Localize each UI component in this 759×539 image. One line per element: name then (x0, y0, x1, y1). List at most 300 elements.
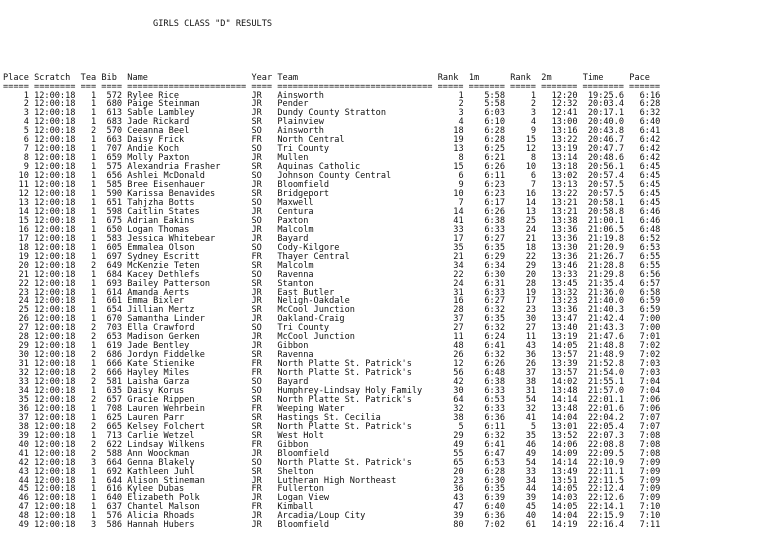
cell: 2 (80, 332, 97, 343)
cell: 7:09 (629, 493, 661, 504)
cell: 8 (3, 153, 29, 164)
cell: 1 (80, 412, 97, 423)
cell: 20:57.5 (582, 189, 625, 200)
cell: 65 (437, 457, 464, 468)
cell: 653 (101, 332, 123, 343)
cell: 649 (101, 260, 123, 271)
cell: Carlie Wetzel (127, 430, 247, 441)
cell: 13:22 (541, 135, 578, 146)
cell: 6:35 (468, 484, 506, 495)
cell: Emmalea Olson (127, 242, 247, 253)
cell: 15 (437, 162, 464, 173)
cell: 21 (510, 233, 537, 244)
cell: 40 (3, 439, 29, 450)
cell: 1 (80, 341, 97, 352)
cell: 6:28 (629, 99, 661, 110)
cell: 3 (80, 520, 97, 531)
cell: 22:07.3 (582, 430, 625, 441)
cell: 14:04 (541, 511, 578, 522)
cell: 48 (3, 511, 29, 522)
cell: 12:00:18 (34, 332, 76, 343)
cell: 35 (3, 394, 29, 405)
cell: 39 (437, 511, 464, 522)
cell: 13:30 (541, 242, 578, 253)
cell: 670 (101, 314, 123, 325)
cell: 12:41 (541, 108, 578, 119)
cell: JR (251, 341, 273, 352)
cell: 13:51 (541, 475, 578, 486)
cell: 1 (80, 305, 97, 316)
cell: 6:45 (629, 189, 661, 200)
cell: 6:42 (629, 135, 661, 146)
cell: 7:03 (629, 359, 661, 370)
cell: 6:27 (468, 233, 506, 244)
cell: 7:02 (629, 350, 661, 361)
cell: 21:47.6 (582, 332, 625, 343)
cell: 32 (3, 368, 29, 379)
cell: 1 (3, 90, 29, 101)
cell: 1 (80, 99, 97, 110)
cell: 21:48.8 (582, 341, 625, 352)
cell: 12:00:18 (34, 421, 76, 432)
cell: Logan Thomas (127, 224, 247, 235)
cell: 12:00:18 (34, 502, 76, 513)
cell: 12:00:18 (34, 171, 76, 182)
cell: Adrian Eakins (127, 215, 247, 226)
cell: 6:31 (468, 278, 506, 289)
cell: North Central (277, 135, 433, 146)
cell: 6:24 (468, 332, 506, 343)
cell: 12:00:18 (34, 287, 76, 298)
cell: 640 (101, 493, 123, 504)
cell: 2 (80, 126, 97, 137)
cell: 45 (3, 484, 29, 495)
cell: SR (251, 278, 273, 289)
cell: 13:19 (541, 144, 578, 155)
cell: Thayer Central (277, 251, 433, 262)
cell: 1 (80, 215, 97, 226)
cell: 6:28 (468, 126, 506, 137)
cell: 36 (3, 403, 29, 414)
cell: 6:41 (468, 341, 506, 352)
cell: FR (251, 403, 273, 414)
cell: 55 (437, 448, 464, 459)
cell: 7 (510, 180, 537, 191)
cell: 635 (101, 385, 123, 396)
cell: 20:58.8 (582, 206, 625, 217)
cell: 16 (437, 296, 464, 307)
cell: 1 (80, 171, 97, 182)
cell: 625 (101, 412, 123, 423)
cell: 1 (80, 385, 97, 396)
cell: 17 (3, 233, 29, 244)
cell: North Platte St. Patrick's (277, 394, 433, 405)
cell: JR (251, 153, 273, 164)
results-title: GIRLS CLASS "D" RESULTS (153, 18, 273, 29)
cell: 12:32 (541, 99, 578, 110)
cell: 6:36 (468, 412, 506, 423)
cell: 13:36 (541, 224, 578, 235)
cell: 2 (80, 323, 97, 334)
cell: 18 (3, 242, 29, 253)
column-header: Tea (80, 72, 97, 83)
cell: Hastings St. Cecilia (277, 412, 433, 423)
cell: SR (251, 305, 273, 316)
cell: 23 (510, 305, 537, 316)
cell: 22:09.5 (582, 448, 625, 459)
cell: Caitlin States (127, 206, 247, 217)
cell: 6:32 (468, 430, 506, 441)
cell: 20:57.5 (582, 180, 625, 191)
cell: Hayley Miles (127, 368, 247, 379)
cell: Lindsay Wilkens (127, 439, 247, 450)
cell: Mullen (277, 153, 433, 164)
cell: 34 (3, 385, 29, 396)
cell: 1 (80, 90, 97, 101)
cell: 614 (101, 287, 123, 298)
cell: 47 (3, 502, 29, 513)
cell: JR (251, 287, 273, 298)
cell: 13:00 (541, 117, 578, 128)
cell: 22:12.4 (582, 484, 625, 495)
cell: JR (251, 296, 273, 307)
cell: 588 (101, 448, 123, 459)
cell: 7:10 (629, 502, 661, 513)
cell: 13:46 (541, 260, 578, 271)
cell: 54 (510, 457, 537, 468)
cell: 41 (3, 448, 29, 459)
cell: JR (251, 180, 273, 191)
cell: 6:39 (468, 493, 506, 504)
cell: 1 (80, 502, 97, 513)
cell: 7:06 (629, 394, 661, 405)
cell: 6:40 (468, 502, 506, 513)
cell: North Platte St. Patrick's (277, 457, 433, 468)
cell: Malcolm (277, 224, 433, 235)
cell: 13:57 (541, 368, 578, 379)
cell: 6 (510, 171, 537, 182)
cell: 2 (3, 99, 29, 110)
cell: 6:30 (468, 475, 506, 486)
cell: 12:00:18 (34, 305, 76, 316)
cell: North Platte St. Patrick's (277, 421, 433, 432)
cell: McKenzie Teten (127, 260, 247, 271)
cell: 12:00:18 (34, 475, 76, 486)
cell: 19 (437, 135, 464, 146)
cell: Bayard (277, 377, 433, 388)
cell: 1 (80, 466, 97, 477)
cell: 6:26 (468, 206, 506, 217)
cell: Kelsey Folchert (127, 421, 247, 432)
cell: 7:09 (629, 457, 661, 468)
cell: 2 (80, 439, 97, 450)
cell: Sable Lambley (127, 108, 247, 119)
cell: 13:38 (541, 215, 578, 226)
cell: SO (251, 126, 273, 137)
cell: 12:00:18 (34, 90, 76, 101)
cell: 1 (80, 233, 97, 244)
cell: Bree Eisenhauer (127, 180, 247, 191)
cell: 13 (510, 206, 537, 217)
cell: 1 (80, 296, 97, 307)
cell: Amanda Aerts (127, 287, 247, 298)
cell: 680 (101, 99, 123, 110)
cell: 27 (510, 323, 537, 334)
cell: 22:15.9 (582, 511, 625, 522)
cell: 13:32 (541, 287, 578, 298)
cell: 12:00:18 (34, 350, 76, 361)
cell: 13:23 (541, 296, 578, 307)
cell: 14:05 (541, 341, 578, 352)
cell: 1 (80, 251, 97, 262)
cell: Lutheran High Northeast (277, 475, 433, 486)
results-title-line (3, 20, 660, 29)
cell: Lauren Wehrbein (127, 403, 247, 414)
cell: 39 (510, 493, 537, 504)
cell: 12:00:18 (34, 484, 76, 495)
cell: 21:35.4 (582, 278, 625, 289)
cell: 24 (437, 278, 464, 289)
cell: Logan View (277, 493, 433, 504)
cell: Genna Blakely (127, 457, 247, 468)
cell: Bayard (277, 233, 433, 244)
cell: 1 (80, 403, 97, 414)
cell: 7:04 (629, 377, 661, 388)
cell: 12:00:18 (34, 448, 76, 459)
cell: 20:03.4 (582, 99, 625, 110)
cell: 14:06 (541, 439, 578, 450)
cell: Fullerton (277, 484, 433, 495)
cell: 6 (437, 171, 464, 182)
cell: 12:00:18 (34, 493, 76, 504)
cell: 12:00:18 (34, 180, 76, 191)
cell: 1 (80, 278, 97, 289)
cell: North Platte St. Patrick's (277, 368, 433, 379)
cell: JR (251, 108, 273, 119)
cell: 12:00:18 (34, 430, 76, 441)
cell: 4 (437, 117, 464, 128)
cell: Johnson County Central (277, 171, 433, 182)
cell: 7:07 (629, 412, 661, 423)
cell: 14 (437, 206, 464, 217)
cell: 13 (437, 144, 464, 155)
cell: 6:23 (468, 189, 506, 200)
cell: SO (251, 197, 273, 208)
cell: 25 (510, 215, 537, 226)
cell: 13:45 (541, 278, 578, 289)
cell: 20:56.1 (582, 162, 625, 173)
cell: 11 (510, 332, 537, 343)
cell: 20:58.1 (582, 197, 625, 208)
cell: 6:52 (629, 233, 661, 244)
cell: 30 (3, 350, 29, 361)
cell: SR (251, 189, 273, 200)
cell: 13:14 (541, 153, 578, 164)
cell: 22:12.6 (582, 493, 625, 504)
cell: 3 (510, 108, 537, 119)
cell: 6:42 (629, 144, 661, 155)
cell: Ravenna (277, 350, 433, 361)
cell: 12:00:18 (34, 251, 76, 262)
cell: 1 (80, 493, 97, 504)
cell: 619 (101, 341, 123, 352)
cell: Alexandria Frasher (127, 162, 247, 173)
cell: 13:52 (541, 430, 578, 441)
cell: Daisy Korus (127, 385, 247, 396)
cell: 5:58 (468, 99, 506, 110)
cell: 6:11 (468, 171, 506, 182)
cell: 14:04 (541, 412, 578, 423)
cell: Tahjzha Botts (127, 197, 247, 208)
cell: 1 (80, 144, 97, 155)
table-row (3, 521, 660, 530)
cell: 12:00:18 (34, 233, 76, 244)
cell: 41 (510, 412, 537, 423)
cell: 683 (101, 117, 123, 128)
cell: 34 (510, 475, 537, 486)
cell: 656 (101, 171, 123, 182)
cell: 13:21 (541, 206, 578, 217)
cell: 36 (510, 350, 537, 361)
cell: 2 (80, 448, 97, 459)
cell: 38 (3, 421, 29, 432)
cell: 26 (510, 359, 537, 370)
cell: Centura (277, 206, 433, 217)
cell: 6:32 (468, 350, 506, 361)
cell: 21:40.0 (582, 296, 625, 307)
cell: 10 (437, 189, 464, 200)
cell: 13:16 (541, 126, 578, 137)
cell: 49 (437, 439, 464, 450)
cell: 80 (437, 520, 464, 531)
cell: 13:47 (541, 314, 578, 325)
cell: 31 (510, 385, 537, 396)
cell: 692 (101, 466, 123, 477)
cell: JR (251, 224, 273, 235)
cell: 15 (3, 215, 29, 226)
cell: FR (251, 368, 273, 379)
cell: Oakland-Craig (277, 314, 433, 325)
cell: Sydney Escritt (127, 251, 247, 262)
cell: Madison Gerken (127, 332, 247, 343)
cell: 35 (437, 242, 464, 253)
header-rule: ===== ======== === ==== ======================= ==== ============================== ===== ======= ===== ======= ======== ====== (3, 81, 661, 92)
cell: 1 (80, 484, 97, 495)
cell: FR (251, 484, 273, 495)
cell: Ravenna (277, 269, 433, 280)
cell: 6:35 (468, 314, 506, 325)
cell: 664 (101, 457, 123, 468)
cell: 666 (101, 359, 123, 370)
cell: 3 (437, 108, 464, 119)
cell: SO (251, 385, 273, 396)
cell: Bloomfield (277, 448, 433, 459)
cell: 665 (101, 421, 123, 432)
cell: 12:00:18 (34, 341, 76, 352)
cell: 12:00:18 (34, 323, 76, 334)
cell: 20:17.1 (582, 108, 625, 119)
cell: 48 (437, 341, 464, 352)
cell: 6:56 (629, 269, 661, 280)
cell: 2 (510, 99, 537, 110)
cell: 39 (3, 430, 29, 441)
cell: 13:40 (541, 323, 578, 334)
cell: 6:26 (468, 162, 506, 173)
cell: 1 (80, 206, 97, 217)
cell: 12:00:18 (34, 457, 76, 468)
cell: Arcadia/Loup City (277, 511, 433, 522)
column-header: Team (277, 72, 433, 83)
cell: 7:08 (629, 439, 661, 450)
cell: 19:25.6 (582, 90, 625, 101)
cell: 42 (3, 457, 29, 468)
cell: 16 (510, 189, 537, 200)
cell: 9 (437, 180, 464, 191)
cell: 8 (510, 153, 537, 164)
cell: 590 (101, 189, 123, 200)
cell: 6:41 (468, 439, 506, 450)
cell: 38 (437, 412, 464, 423)
cell: Bloomfield (277, 180, 433, 191)
cell: 28 (3, 332, 29, 343)
cell: SR (251, 466, 273, 477)
cell: Gibbon (277, 439, 433, 450)
cell: FR (251, 439, 273, 450)
cell: 12:00:18 (34, 135, 76, 146)
column-header: Bib (101, 72, 123, 83)
cell: SO (251, 457, 273, 468)
cell: 12:00:18 (34, 394, 76, 405)
cell: 651 (101, 197, 123, 208)
cell: 6:03 (468, 108, 506, 119)
cell: FR (251, 135, 273, 146)
cell: 12:00:18 (34, 359, 76, 370)
cell: 13:48 (541, 403, 578, 414)
cell: 12:00:18 (34, 296, 76, 307)
cell: 1 (80, 117, 97, 128)
cell: 6:30 (468, 269, 506, 280)
cell: 14:03 (541, 493, 578, 504)
cell: Bloomfield (277, 520, 433, 531)
cell: 42 (437, 377, 464, 388)
cell: 40 (510, 511, 537, 522)
cell: SO (251, 171, 273, 182)
cell: 49 (510, 448, 537, 459)
cell: 44 (510, 484, 537, 495)
cell: JR (251, 332, 273, 343)
cell: 6:36 (468, 511, 506, 522)
cell: 1 (80, 475, 97, 486)
cell: 6:48 (468, 368, 506, 379)
cell: 6:33 (468, 224, 506, 235)
cell: 6:45 (629, 197, 661, 208)
cell: 13:22 (541, 189, 578, 200)
cell: SO (251, 215, 273, 226)
cell: 21:20.9 (582, 242, 625, 253)
cell: 21:40.3 (582, 305, 625, 316)
cell: 6:26 (468, 359, 506, 370)
cell: 21:55.1 (582, 377, 625, 388)
cell: Ann Woockman (127, 448, 247, 459)
cell: 6:45 (629, 162, 661, 173)
cell: 2 (80, 350, 97, 361)
cell: 13:36 (541, 251, 578, 262)
cell: 46 (510, 439, 537, 450)
cell: 1 (80, 287, 97, 298)
cell: McCool Junction (277, 332, 433, 343)
cell: 27 (3, 323, 29, 334)
cell: SR (251, 412, 273, 423)
